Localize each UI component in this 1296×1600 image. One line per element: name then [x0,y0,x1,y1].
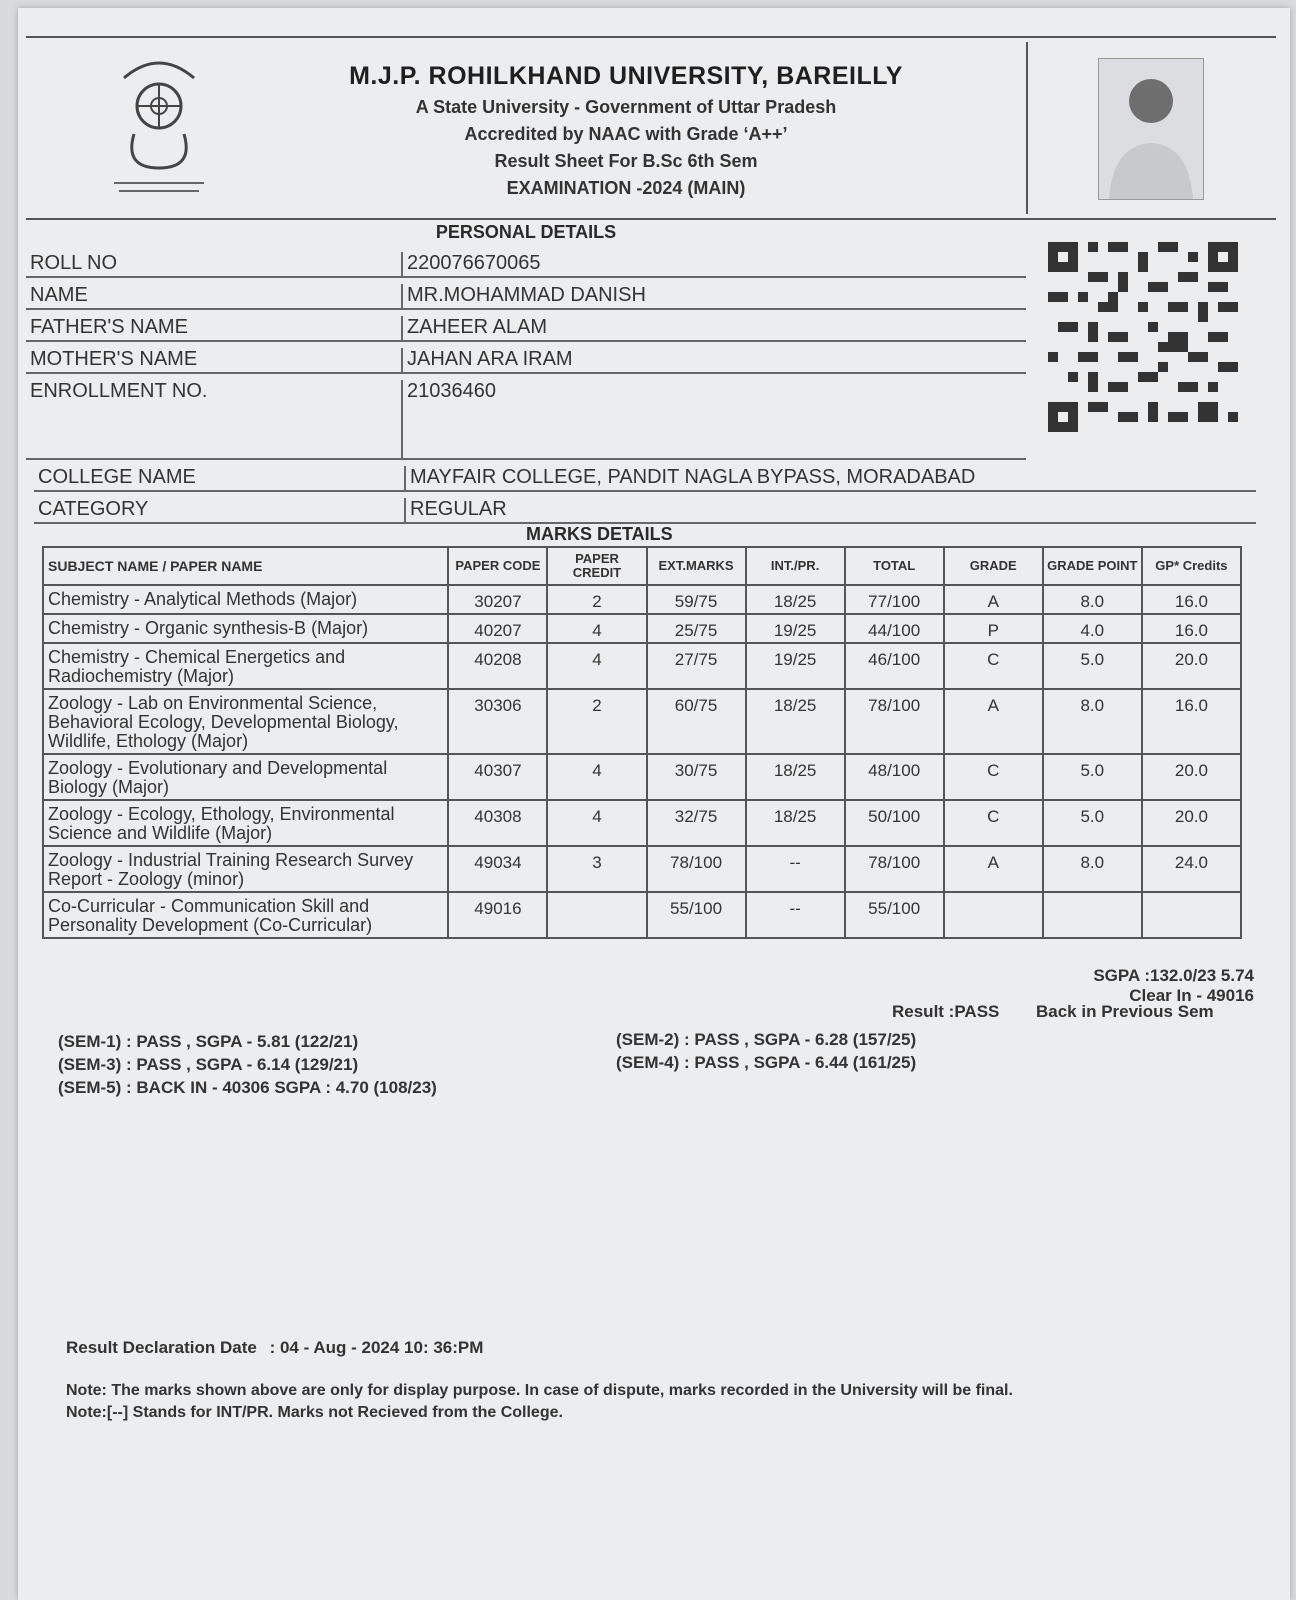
roll-row [26,246,1026,278]
cell-ext-marks: 60/75 [647,689,746,754]
marks-row [43,614,1241,643]
cell-gp-credits [1142,892,1241,938]
marks-row [43,643,1241,689]
cell-total: 77/100 [845,585,944,614]
category-label: CATEGORY [38,498,149,520]
cell-gp-credits: 16.0 [1142,614,1241,643]
marks-row [43,800,1241,846]
cell-grade: A [944,585,1043,614]
university-subtitle: A State University - Government of Uttar Pradesh [415,97,837,117]
notes [66,1380,1013,1424]
student-photo [1098,58,1204,200]
cell-ext-marks: 25/75 [647,614,746,643]
cell-ext-marks: 32/75 [647,800,746,846]
name-value: MR.MOHAMMAD DANISH [401,284,646,310]
cell-paper-credit: 4 [547,800,646,846]
roll-label: ROLL NO [30,252,118,274]
cell-grade-point: 8.0 [1043,689,1142,754]
cell-gp-credits: 20.0 [1142,800,1241,846]
cell-gp-credits: 24.0 [1142,846,1241,892]
cell-total: 46/100 [845,643,944,689]
father-value: ZAHEER ALAM [401,316,547,342]
cell-grade-point: 5.0 [1043,800,1142,846]
col-total: TOTAL [845,547,944,585]
cell-int-pr: 18/25 [746,800,845,846]
exam-name: EXAMINATION -2024 (MAIN) [506,178,746,198]
declaration-date [66,1338,483,1358]
cell-paper-credit [547,892,646,938]
col-paper-credit: PAPER CREDIT [547,547,646,585]
cell-ext-marks: 27/75 [647,643,746,689]
sgpa-block [1093,966,1254,1006]
cell-gp-credits: 20.0 [1142,754,1241,800]
cell-gp-credits: 16.0 [1142,585,1241,614]
cell-paper-code: 49034 [448,846,547,892]
accreditation: Accredited by NAAC with Grade ‘A++’ [464,124,788,144]
cell-int-pr: 19/25 [746,643,845,689]
previous-sems-left [58,1030,437,1099]
category-value: REGULAR [404,498,507,524]
marks-table [42,546,1242,939]
marks-row [43,754,1241,800]
cell-subject: Zoology - Evolutionary and Developmental Biology (Major) [43,754,448,800]
sem2-result: (SEM-2) : PASS , SGPA - 6.28 (157/25) [616,1030,917,1049]
cell-total: 55/100 [845,892,944,938]
result-sheet [18,8,1290,1600]
qr-code [1048,242,1238,432]
header [26,36,1276,220]
cell-paper-code: 40308 [448,800,547,846]
cell-subject: Chemistry - Organic synthesis-B (Major) [43,614,448,643]
mother-label: MOTHER'S NAME [30,348,198,370]
college-label: COLLEGE NAME [38,466,196,488]
note-int-pr: Note:[--] Stands for INT/PR. Marks not Recieved from the College. [66,1404,563,1421]
university-name: M.J.P. ROHILKHAND UNIVERSITY, BAREILLY [349,62,903,90]
cell-grade: A [944,689,1043,754]
col-grade: GRADE [944,547,1043,585]
declaration-value: : 04 - Aug - 2024 10: 36:PM [269,1338,484,1357]
cell-paper-credit: 4 [547,614,646,643]
cell-grade-point [1043,892,1142,938]
cell-subject: Zoology - Lab on Environmental Science, Behavioral Ecology, Developmental Biology, Wildlife, Ethology (Major) [43,689,448,754]
col-grade-point: GRADE POINT [1043,547,1142,585]
college-row [34,460,1256,492]
cell-grade-point: 5.0 [1043,643,1142,689]
university-logo [94,48,224,198]
cell-total: 44/100 [845,614,944,643]
personal-details-title: PERSONAL DETAILS [435,222,617,242]
back-note: Back in Previous Sem [1036,1002,1214,1021]
sheet-type: Result Sheet For B.Sc 6th Sem [494,151,758,171]
cell-subject: Chemistry - Chemical Energetics and Radiochemistry (Major) [43,643,448,689]
category-row [34,492,1256,524]
cell-grade: P [944,614,1043,643]
cell-int-pr: -- [746,892,845,938]
cell-grade: C [944,800,1043,846]
cell-subject: Zoology - Industrial Training Research Survey Report - Zoology (minor) [43,846,448,892]
marks-row [43,892,1241,938]
note-display-purpose: Note: The marks shown above are only for display purpose. In case of dispute, marks recorded in the University will be final. [66,1382,1013,1399]
cell-paper-code: 49016 [448,892,547,938]
cell-int-pr: -- [746,846,845,892]
col-ext-marks: EXT.MARKS [647,547,746,585]
mother-row [26,342,1026,374]
clear-in: Clear In - 49016 [1129,986,1254,1005]
cell-grade-point: 5.0 [1043,754,1142,800]
cell-int-pr: 18/25 [746,689,845,754]
col-paper-code: PAPER CODE [448,547,547,585]
father-row [26,310,1026,342]
cell-grade: A [944,846,1043,892]
cell-grade-point: 8.0 [1043,585,1142,614]
marks-row [43,689,1241,754]
cell-subject: Co-Curricular - Communication Skill and Personality Development (Co-Curricular) [43,892,448,938]
cell-paper-credit: 2 [547,689,646,754]
header-titles [256,62,996,199]
marks-header-row [43,547,1241,585]
cell-paper-code: 30207 [448,585,547,614]
father-label: FATHER'S NAME [30,316,188,338]
sgpa: SGPA :132.0/23 5.74 [1093,966,1254,985]
cell-paper-code: 40208 [448,643,547,689]
cell-ext-marks: 59/75 [647,585,746,614]
cell-ext-marks: 55/100 [647,892,746,938]
enroll-label: ENROLLMENT NO. [30,380,208,402]
cell-int-pr: 19/25 [746,614,845,643]
marks-row [43,846,1241,892]
result-frame [26,36,1276,1005]
sem1-result: (SEM-1) : PASS , SGPA - 5.81 (122/21) [58,1032,359,1051]
name-label: NAME [30,284,88,306]
sem3-result: (SEM-3) : PASS , SGPA - 6.14 (129/21) [58,1055,359,1074]
mother-value: JAHAN ARA IRAM [401,348,573,374]
sem5-result: (SEM-5) : BACK IN - 40306 SGPA : 4.70 (108/23) [58,1078,437,1097]
marks-row [43,585,1241,614]
cell-subject: Chemistry - Analytical Methods (Major) [43,585,448,614]
photo-box [1026,42,1276,214]
marks-details-title: MARKS DETAILS [526,524,673,544]
cell-paper-code: 30306 [448,689,547,754]
cell-paper-credit: 4 [547,754,646,800]
cell-paper-credit: 2 [547,585,646,614]
cell-gp-credits: 16.0 [1142,689,1241,754]
cell-int-pr: 18/25 [746,754,845,800]
previous-sems-right [616,1028,916,1074]
cell-total: 50/100 [845,800,944,846]
cell-paper-credit: 4 [547,643,646,689]
college-value: MAYFAIR COLLEGE, PANDIT NAGLA BYPASS, MORADABAD [404,466,975,492]
enroll-row [26,374,1026,460]
cell-paper-credit: 3 [547,846,646,892]
col-int-pr: INT./PR. [746,547,845,585]
cell-grade [944,892,1043,938]
cell-grade: C [944,754,1043,800]
cell-int-pr: 18/25 [746,585,845,614]
cell-ext-marks: 78/100 [647,846,746,892]
sem4-result: (SEM-4) : PASS , SGPA - 6.44 (161/25) [616,1053,917,1072]
cell-paper-code: 40207 [448,614,547,643]
cell-ext-marks: 30/75 [647,754,746,800]
enroll-value: 21036460 [401,380,496,460]
cell-total: 48/100 [845,754,944,800]
name-row [26,278,1026,310]
cell-grade-point: 8.0 [1043,846,1142,892]
cell-paper-code: 40307 [448,754,547,800]
result-status: Result :PASS [892,1002,1000,1021]
roll-value: 220076670065 [401,252,540,278]
cell-subject: Zoology - Ecology, Ethology, Environmental Science and Wildlife (Major) [43,800,448,846]
cell-grade-point: 4.0 [1043,614,1142,643]
cell-gp-credits: 20.0 [1142,643,1241,689]
cell-grade: C [944,643,1043,689]
cell-total: 78/100 [845,846,944,892]
declaration-label: Result Declaration Date [66,1338,257,1357]
col-gp-credits: GP* Credits [1142,547,1241,585]
col-subject: SUBJECT NAME / PAPER NAME [43,547,448,585]
cell-total: 78/100 [845,689,944,754]
